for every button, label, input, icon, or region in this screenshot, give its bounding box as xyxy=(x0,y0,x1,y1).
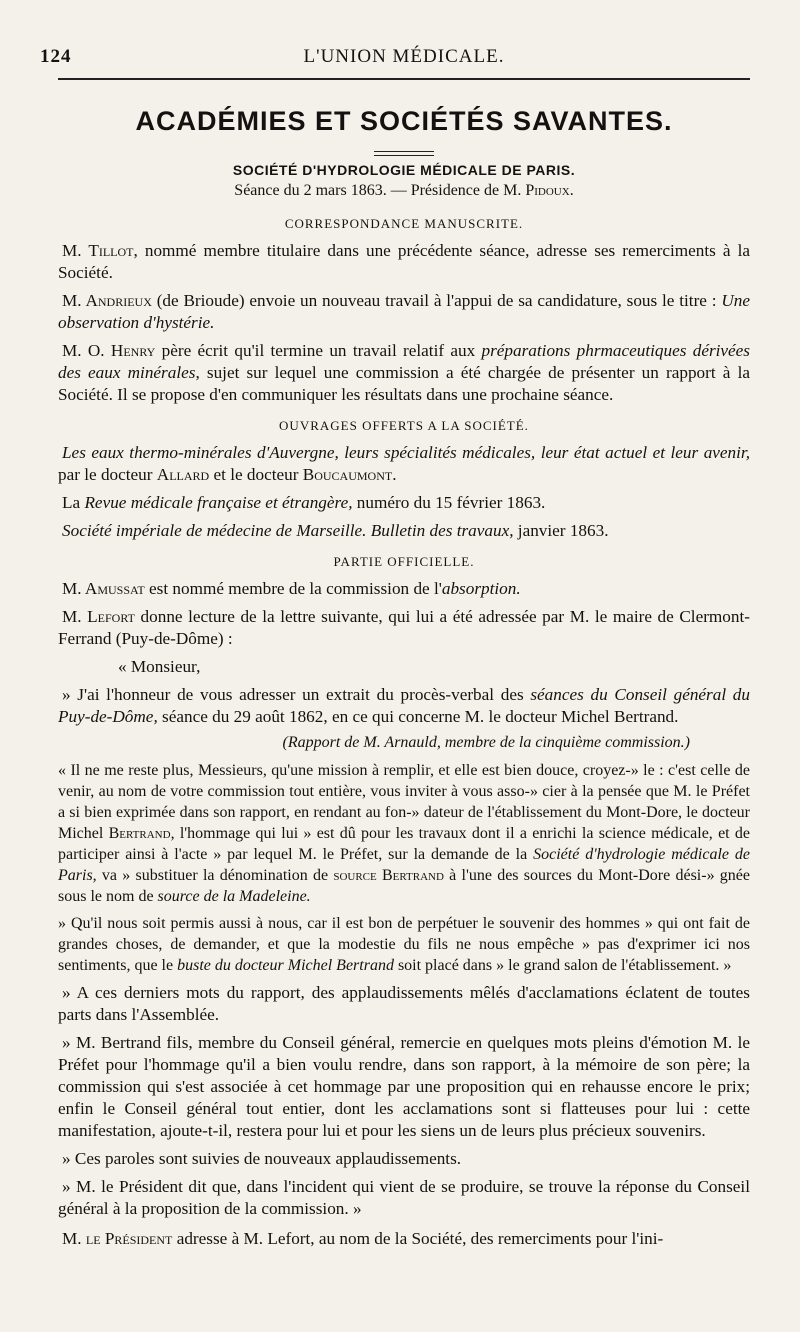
society-title: SOCIÉTÉ D'HYDROLOGIE MÉDICALE DE PARIS. xyxy=(232,162,576,178)
correspondence-heading: CORRESPONDANCE MANUSCRITE. xyxy=(284,216,524,231)
paragraph: » J'ai l'honneur de vous adresser un extrait du procès-verbal des séances du Conseil général du Puy-de-Dôme, séance du 29 août 1862, en ce qui concerne M. le docteur Michel Bertrand. xyxy=(58,685,750,726)
quoted-paragraph: « Il ne me reste plus, Messieurs, qu'une mission à remplir, et elle est bien douce, croyez-» le : c'est celle de venir, au nom de votre commission tout entière, vous inviter à vous asso-» cier à la pensée que M. le Préfet a si bien exprimée dans son rapport, en rendant au fon-» dateur de l'établissement du Mont-Dore, le docteur Michel Bertrand, l'hommage qui lui » est dû pour les travaux dont il a enrichi la science médicale, et de participer ainsi à l'acte » par lequel M. le Préfet, sur la demande de la Société d'hydrologie médicale de Paris, va » substituer la dénomination de source Bertrand à l'une des sources du Mont-Dore dési-» gnée sous le nom de source de la Madeleine. xyxy=(58,762,751,905)
paragraph: Les eaux thermo-minérales d'Auvergne, leurs spécialités médicales, leur état actuel et leur avenir, par le docteur Allard et le docteur Boucaumont. xyxy=(58,443,750,484)
paragraph: M. Tillot, nommé membre titulaire dans une précédente séance, adresse ses remerciments à la Société. xyxy=(58,241,750,282)
paragraph: M. Amussat est nommé membre de la commission de l'absorption. xyxy=(62,579,521,598)
section-title: ACADÉMIES ET SOCIÉTÉS SAVANTES. xyxy=(135,106,673,136)
page-number: 124 xyxy=(40,46,72,67)
paragraph: » A ces derniers mots du rapport, des applaudissements mêlés d'acclamations éclatent de toutes parts dans l'Assemblée. xyxy=(58,983,750,1024)
paragraph: » M. le Président dit que, dans l'incident qui vient de se produire, se trouve la réponse du Conseil général à la proposition de la commission. » xyxy=(58,1177,750,1218)
offered-works-heading: OUVRAGES OFFERTS A LA SOCIÉTÉ. xyxy=(279,418,529,433)
paragraph: M. Andrieux (de Brioude) envoie un nouveau travail à l'appui de sa candidature, sous le titre : Une observation d'hystérie. xyxy=(58,291,750,332)
paragraph: M. Lefort donne lecture de la lettre suivante, qui lui a été adressée par M. le maire de Clermont-Ferrand (Puy-de-Dôme) : xyxy=(58,607,750,648)
decorative-rule xyxy=(374,151,434,156)
paragraph: La Revue médicale française et étrangère, numéro du 15 février 1863. xyxy=(62,493,546,512)
paragraph: M. O. Henry père écrit qu'il termine un travail relatif aux préparations phrmaceutiques dérivées des eaux minérales, sujet sur lequel une commission a été chargée de présenter un rapport à la Société. Il se propose d'en communiquer les résultats dans une prochaine séance. xyxy=(58,341,750,404)
paragraph: » M. Bertrand fils, membre du Conseil général, remercie en quelques mots pleins d'émotion M. le Préfet pour l'hommage qu'il a bien voulu rendre, dans son rapport, à la mémoire de son père; la commission qui s'est associée à cet hommage par une proposition qui en rehausse encore le prix; enfin le Conseil général tout entier, dont les acclamations sont si flatteuses pour lui : cette manifestation, ajoute-t-il, restera pour lui et pour les siens un de leurs plus précieux souvenirs. xyxy=(58,1033,750,1140)
quoted-paragraph: » Qu'il nous soit permis aussi à nous, car il est bon de perpétuer le souvenir des hommes » qui ont fait de grandes choses, de demander, et que la modestie du fils ne nous empêche » pas d'exprimer ici nos sentiments, que le buste du docteur Michel Bertrand soit placé dans » le grand salon de l'établissement. » xyxy=(58,915,750,974)
salutation: « Monsieur, xyxy=(118,657,201,676)
running-title: L'UNION MÉDICALE. xyxy=(303,46,505,67)
report-attribution: (Rapport de M. Arnauld, membre de la cinquième commission.) xyxy=(282,734,690,751)
paragraph: M. le Président adresse à M. Lefort, au nom de la Société, des remerciments pour l'ini- xyxy=(62,1229,664,1248)
paragraph: » Ces paroles sont suivies de nouveaux applaudissements. xyxy=(62,1149,462,1168)
session-line: Séance du 2 mars 1863. — Présidence de M. Pidoux. xyxy=(234,182,574,199)
official-part-heading: PARTIE OFFICIELLE. xyxy=(333,554,475,569)
paragraph: Société impériale de médecine de Marseille. Bulletin des travaux, janvier 1863. xyxy=(62,521,609,540)
page-header xyxy=(40,40,750,80)
